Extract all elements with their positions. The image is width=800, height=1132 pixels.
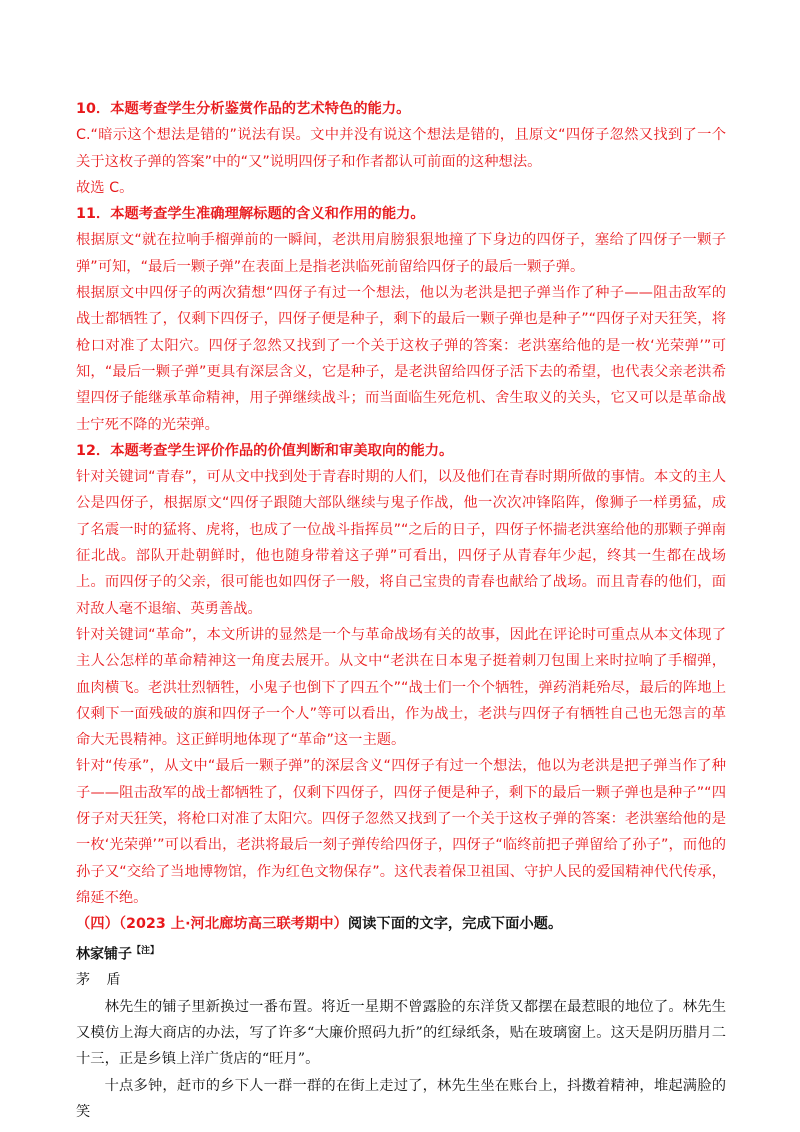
q10-heading: 10．本题考查学生分析鉴赏作品的艺术特色的能力。	[76, 101, 411, 117]
story-paragraph-1: 林先生的铺子里新换过一番布置。将近一星期不曾露脸的东洋货又都摆在最惹眼的地位了。林先生又模仿上海大商店的办法，写了许多“大廉价照码九折”的红绿纸条，贴在玻璃窗上。这天是阴历腊月二十三，正是乡镇上洋广货店的“旺月”。	[76, 998, 726, 1068]
story-title-text: 林家铺子	[76, 946, 132, 963]
q12-paragraph-inheritance: 针对“传承”，从文中“最后一颗子弹”的深层含义“四伢子有过一个想法，他以为老洪是把子弹当作了种子——阻击敌军的战士都牺牲了，仅剩下四伢子，四伢子便是种子，剩下的最后一颗子弹也是种子”“四伢子对天狂笑，将枪口对准了太阳穴。四伢子忽然又找到了一个关于这枚子弹的答案：老洪塞给他的是一枚‘光荣弹’”可以看出，老洪将最后一刻子弹传给四伢子，四伢子“临终前把子弹留给了孙子”，而他的孙子又“交给了当地博物馆，作为红色文物保存”。这代表着保卫祖国、守护人民的爱国精神代代传承，绵延不绝。	[76, 758, 726, 906]
story-title	[76, 938, 726, 968]
story-paragraph-2: 十点多钟，赶市的乡下人一群一群的在街上走过了，林先生坐在账台上，抖擞着精神，堆起满脸的笑	[76, 1077, 726, 1120]
q10-answer: 故选 C。	[76, 179, 134, 196]
q10-explanation: C.“暗示这个想法是错的”说法有误。文中并没有说这个想法是错的，且原文“四伢子忽然又找到了一个关于这枚子弹的答案”中的“又”说明四伢子和作者都认可前面的这种想法。	[76, 127, 726, 170]
q11-heading: 11．本题考查学生准确理解标题的含义和作用的能力。	[76, 206, 425, 223]
q11-paragraph-2: 根据原文中四伢子的两次猜想“四伢子有过一个想法，他以为老洪是把子弹当作了种子——阻击敌军的战士都牺牲了，仅剩下四伢子，四伢子便是种子，剩下的最后一颗子弹也是种子”“四伢子对天狂笑，将枪口对准了太阳穴。四伢子忽然又找到了一个关于这枚子弹的答案：老洪塞给他的是一枚‘光荣弹’”可知，“最后一颗子弹”更具有深层含义，它是种子，是老洪留给四伢子活下去的希望，也代表父亲老洪希望四伢子能继承革命精神，用子弹继续战斗；而当面临生死危机、舍生取义的关头，它又可以是革命战士宁死不降的光荣弹。	[76, 285, 726, 433]
section-instruction: 阅读下面的文字，完成下面小题。	[347, 916, 563, 933]
q12-paragraph-youth: 针对关键词“青春”，可从文中找到处于青春时期的人们，以及他们在青春时期所做的事情。本文的主人公是四伢子，根据原文“四伢子跟随大部队继续与鬼子作战，他一次次冲锋陷阵，像狮子一样勇猛，成了名震一时的猛将、虎将，也成了一位战斗指挥员”“之后的日子，四伢子怀揣老洪塞给他的那颗子弹南征北战。部队开赴朝鲜时，他也随身带着这子弹”可看出，四伢子从青春年少起，终其一生都在战场上。而四伢子的父亲，很可能也如四伢子一般，将自己宝贵的青春也献给了战场。而且青春的他们，面对敌人毫不退缩、英勇善战。	[76, 469, 726, 617]
answer-content	[76, 96, 726, 1125]
story-author: 茅 盾	[76, 972, 127, 989]
q12-paragraph-revolution: 针对关键词“革命”，本文所讲的显然是一个与革命战场有关的故事，因此在评论时可重点从本文体现了主人公怎样的革命精神这一角度去展开。从文中“老洪在日本鬼子挺着刺刀包围上来时拉响了手榴弹，血肉横飞。老洪壮烈牺牲，小鬼子也倒下了四五个”“战士们一个个牺牲，弹药消耗殆尽，最后的阵地上仅剩下一面残破的旗和四伢子一个人”等可以看出，作为战士，老洪与四伢子有牺牲自己也无怨言的革命大无畏精神。这正鲜明地体现了“革命”这一主题。	[76, 626, 726, 749]
q11-paragraph-1: 根据原文“就在拉响手榴弹前的一瞬间，老洪用肩膀狠狠地撞了下身边的四伢子，塞给了四伢子一颗子弹”可知，“最后一颗子弹”在表面上是指老洪临死前留给四伢子的最后一颗子弹。	[76, 232, 726, 275]
q12-heading: 12．本题考查学生评价作品的价值判断和审美取向的能力。	[76, 442, 454, 459]
section-label: （四）（2023 上·河北廊坊高三联考期中）	[76, 916, 348, 933]
section-header	[76, 911, 726, 937]
story-title-note: 【注】	[132, 945, 160, 956]
